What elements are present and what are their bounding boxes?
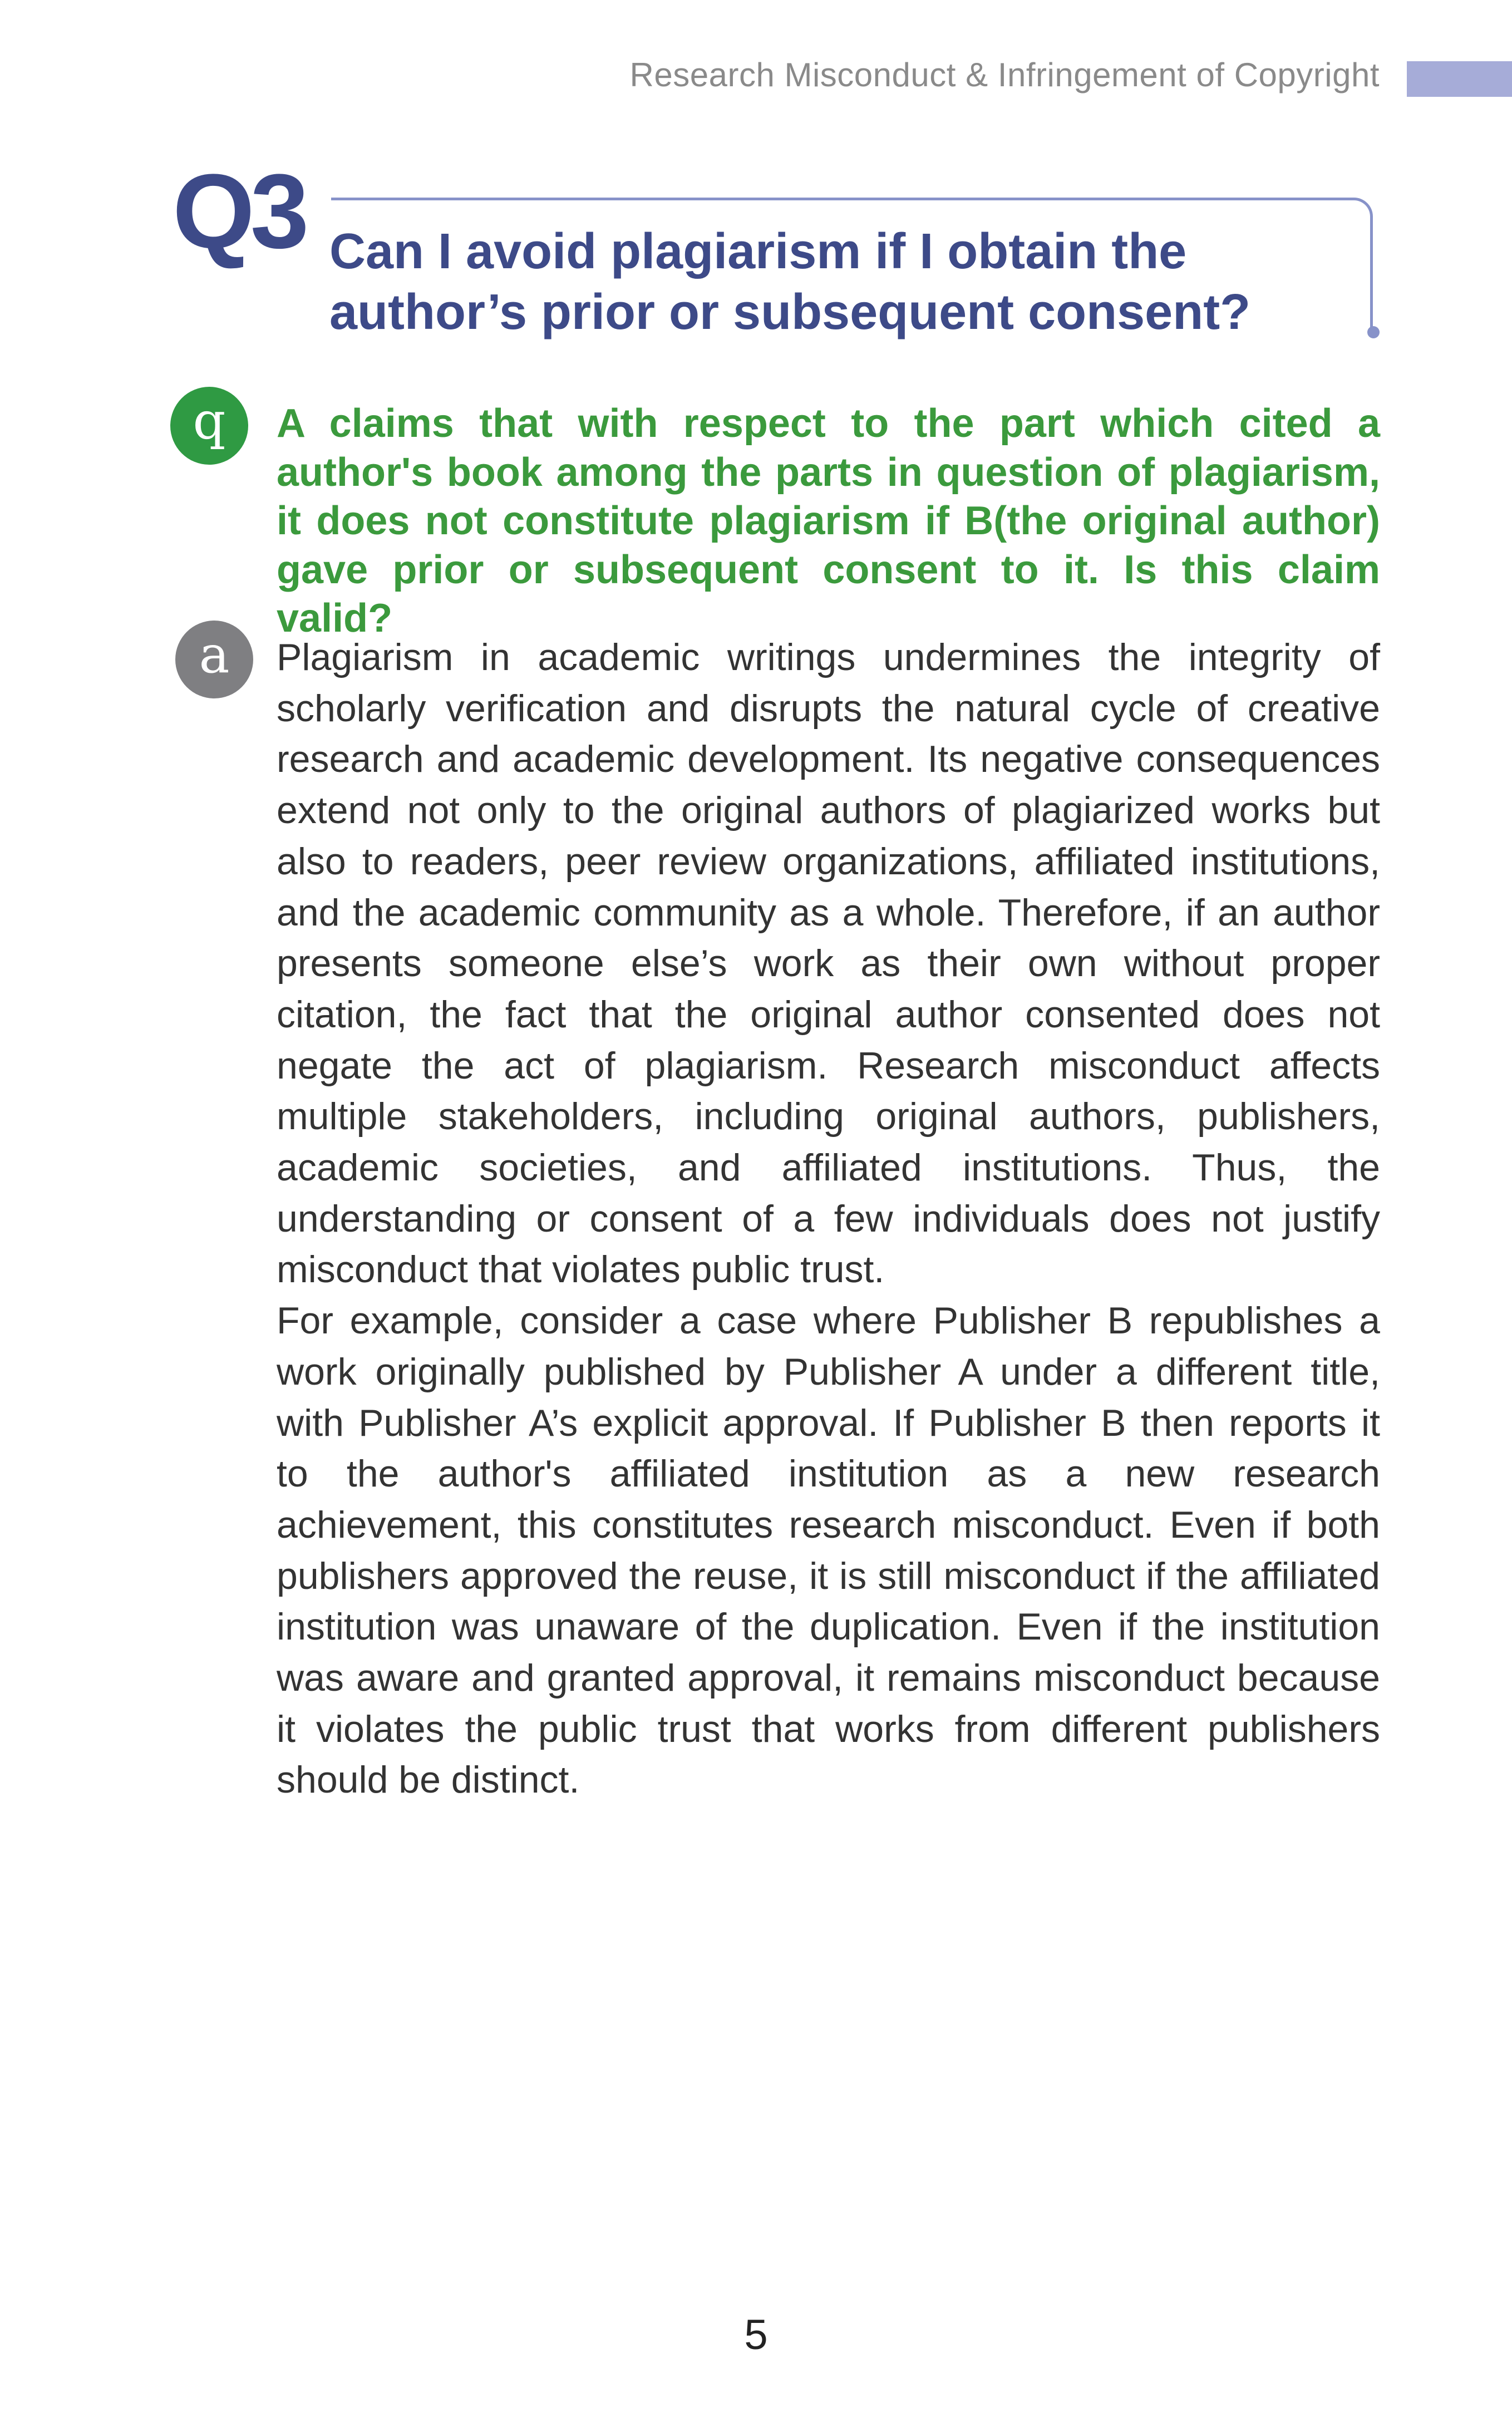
answer-paragraph: For example, consider a case where Publisher B republishes a work originally published by Publisher A under a different title, with Publisher A’s explicit approval. If Publisher B then reports it to the author's affiliated institution as a new research achievement, this constitutes research misconduct. Even if both publishers approved the reuse, it is still misconduct if the affiliated institution was unaware of the duplication. Even if the institution was aware and granted approval, it remains misconduct because it violates the public trust that works from different publishers should be distinct. — [277, 1299, 1380, 1801]
page-number: 5 — [744, 2311, 768, 2359]
q-bubble-icon: q — [170, 387, 248, 465]
case-question-text: A claims that with respect to the part which cited a author's book among the parts in question of plagiarism, it does not constitute plagiarism if B(the original author) gave prior or subsequent consent to it. Is this claim valid? — [277, 401, 1380, 641]
header-tab-marker — [1407, 61, 1512, 97]
question-number: Q3 — [173, 152, 305, 270]
running-header-title: Research Misconduct & Infringement of Copyright — [629, 56, 1380, 93]
frame-end-dot — [1367, 326, 1380, 338]
answer-body — [277, 632, 1380, 1806]
a-bubble-icon: a — [175, 621, 253, 698]
question-title: Can I avoid plagiarism if I obtain the author’s prior or subsequent consent? — [329, 224, 1251, 340]
answer-paragraph: Plagiarism in academic writings undermines the integrity of scholarly verification and disrupts the natural cycle of creative research and academic development. Its negative consequences extend not only to the original authors of plagiarized works but also to readers, peer review organizations, affiliated institutions, and the academic community as a whole. Therefore, if an author presents someone else’s work as their own without proper citation, the fact that the original author consented does not negate the act of plagiarism. Research misconduct affects multiple stakeholders, including original authors, publishers, academic societies, and affiliated institutions. Thus, the understanding or consent of a few individuals does not justify misconduct that violates public trust. — [277, 636, 1380, 1291]
